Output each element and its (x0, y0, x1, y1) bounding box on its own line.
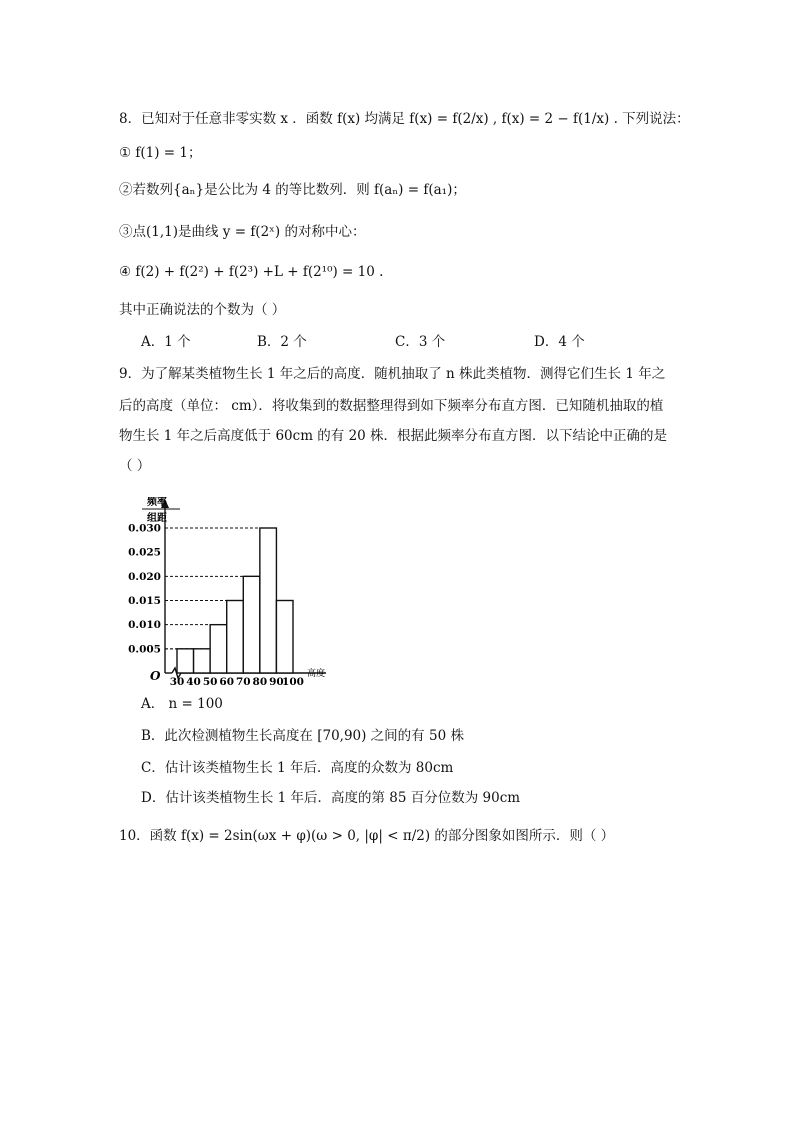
x-tick-label: 50 (202, 676, 218, 687)
q9-stem-line-1: 9．为了解某类植物生长 1 年之后的高度．随机抽取了 n 株此类植物．测得它们生长 1 年之 (119, 366, 666, 382)
ylabel-bottom: 组距 (147, 513, 167, 524)
q9-option-b[interactable]: B．此次检测植物生长高度在 [70,90) 之间的有 50 株 (141, 728, 464, 744)
q8-option-d[interactable]: D．4 个 (534, 334, 585, 350)
x-tick-label: 90 (269, 676, 284, 687)
histogram-bar (276, 601, 293, 674)
q9-option-c[interactable]: C．估计该类植物生长 1 年后．高度的众数为 80cm (141, 760, 454, 776)
q8-option-a[interactable]: A．1 个 (141, 334, 191, 350)
frequency-histogram (126, 497, 336, 687)
q8-option-b[interactable]: B．2 个 (257, 334, 307, 350)
x-tick-label: 80 (252, 676, 268, 687)
histogram-bar (177, 649, 194, 673)
histogram-bar (227, 601, 244, 674)
q9-option-d[interactable]: D．估计该类植物生长 1 年后．高度的第 85 百分位数为 90cm (141, 790, 521, 806)
histogram-bar (210, 625, 227, 673)
q9-stem-line-4: （ ） (119, 458, 151, 474)
origin-label: O (150, 669, 161, 683)
y-tick-label: 0.005 (128, 643, 161, 656)
x-axis-label: 高度 (307, 669, 326, 679)
y-tick-label: 0.010 (128, 619, 161, 632)
x-tick-label: 40 (186, 676, 201, 687)
x-tick-label: 100 (282, 676, 304, 687)
histogram-bar (243, 576, 260, 673)
q9-stem-line-3: 物生长 1 年之后高度低于 60cm 的有 20 株．根据此频率分布直方图．以下结论中正确的是 (119, 428, 668, 444)
q8-option-c[interactable]: C．3 个 (395, 334, 446, 350)
q8-stem: 8．已知对于任意非零实数 x ．函数 f(x) 均满足 f(x) = f(2/x) , f(x) = 2 − f(1/x) . 下列说法： (119, 111, 690, 127)
y-tick-label: 0.030 (128, 522, 161, 535)
x-tick-label: 70 (235, 676, 251, 687)
ylabel-top: 频率 (147, 497, 167, 508)
q9-option-a[interactable]: A． n = 100 (141, 696, 223, 712)
histogram-bar (194, 649, 211, 673)
q8-statement-4: ④ f(2) + f(2²) + f(2³) +L + f(2¹⁰) = 10 . (119, 264, 384, 280)
q9-stem-line-2: 后的高度（单位： cm）．将收集到的数据整理得到如下频率分布直方图．已知随机抽取的植 (119, 398, 664, 414)
q10-stem: 10．函数 f(x) = 2sin(ωx + φ)(ω > 0, |φ| < π/2) 的部分图象如图所示．则（ ） (119, 828, 615, 844)
histogram-bar (260, 528, 277, 673)
y-tick-label: 0.025 (128, 546, 161, 559)
y-tick-label: 0.020 (128, 570, 161, 583)
q8-question: 其中正确说法的个数为（ ） (119, 302, 286, 318)
q8-statement-2: ②若数列{aₙ}是公比为 4 的等比数列．则 f(aₙ) = f(a₁)； (119, 182, 466, 198)
q8-statement-3: ③点(1,1)是曲线 y = f(2ˣ) 的对称中心： (119, 224, 366, 240)
y-tick-label: 0.015 (128, 595, 161, 607)
x-tick-label: 30 (169, 676, 185, 687)
x-tick-label: 60 (219, 676, 235, 687)
q8-statement-1: ① f(1) = 1； (119, 145, 202, 161)
